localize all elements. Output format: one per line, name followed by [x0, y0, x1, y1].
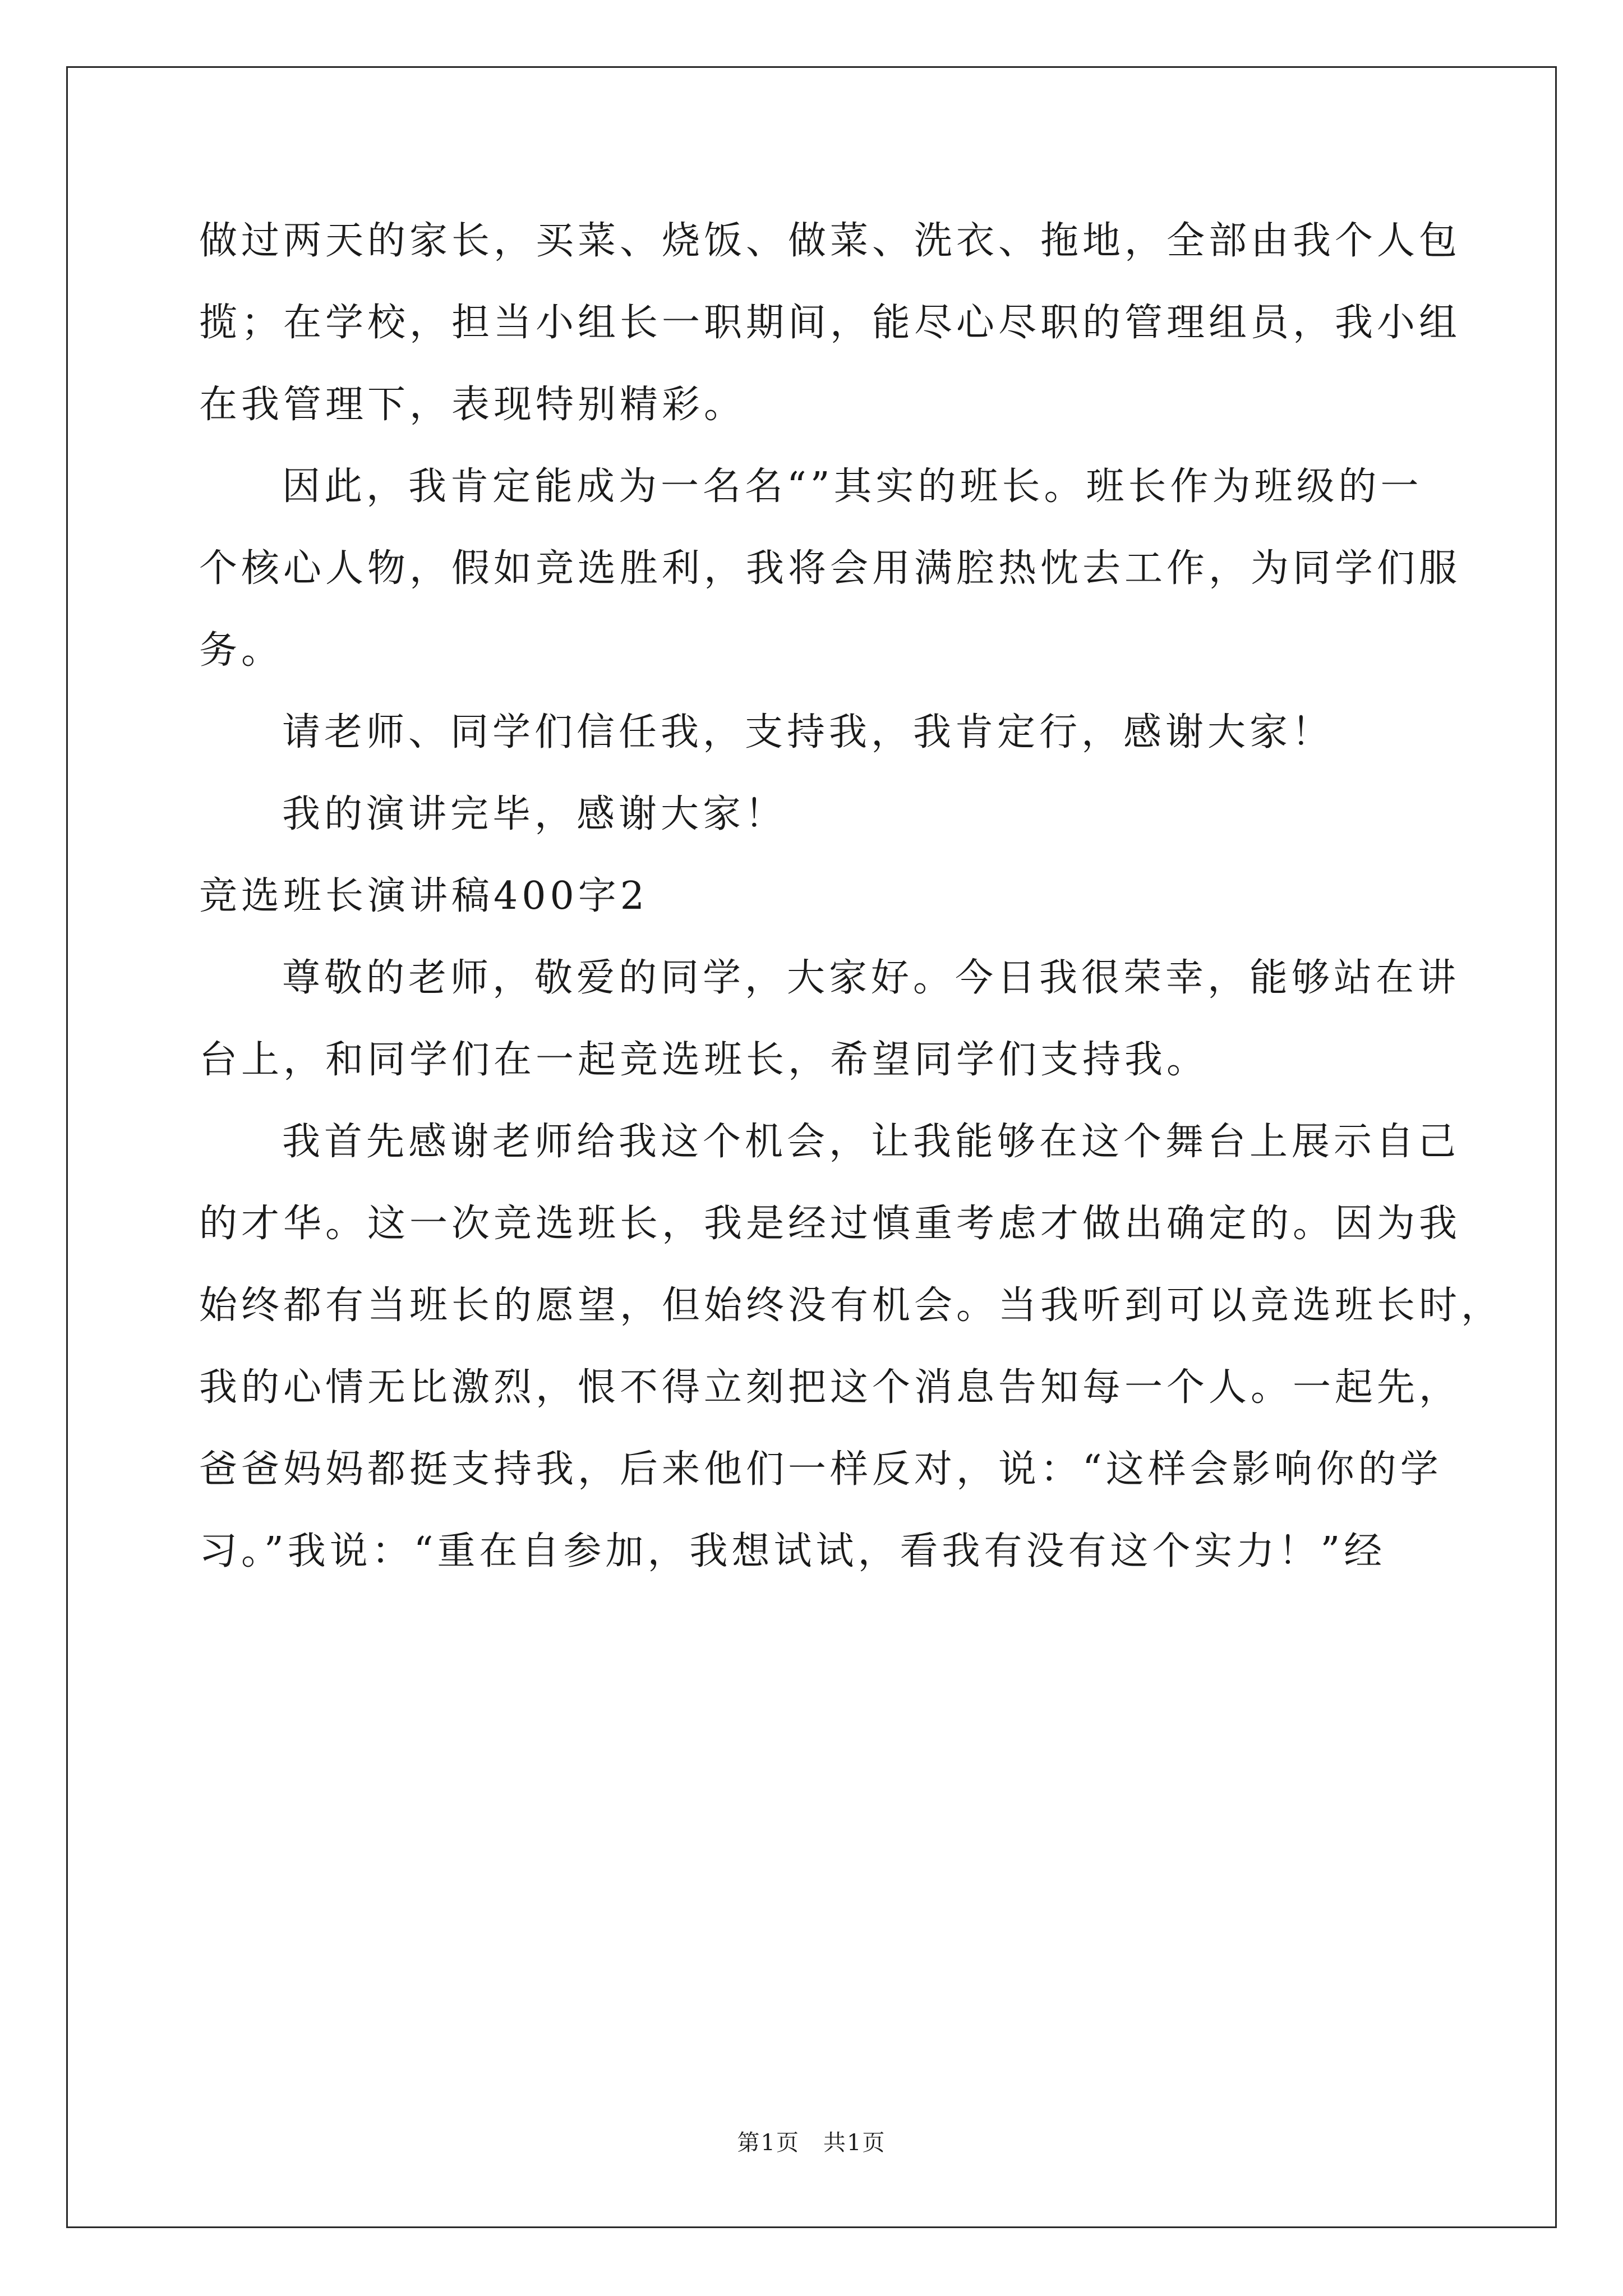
text-line: 我的心情无比激烈，恨不得立刻把这个消息告知每一个人。一起先，: [199, 1365, 1461, 1410]
text-line: 我的演讲完毕，感谢大家！: [282, 792, 787, 836]
page-number-footer: 第1页 共1页: [737, 2130, 886, 2156]
text-line: 个核心人物，假如竞选胜利，我将会用满腔热忱去工作，为同学们服: [199, 546, 1461, 591]
text-line: 揽；在学校，担当小组长一职期间，能尽心尽职的管理组员，我小组: [199, 301, 1461, 345]
text-line: 习。”我说：“重在自参加，我想试试，看我有没有这个实力！”经: [199, 1529, 1386, 1573]
text-line: 因此，我肯定能成为一名名“”其实的班长。班长作为班级的一: [282, 464, 1423, 509]
text-line: 爸爸妈妈都挺支持我，后来他们一样反对，说：“这样会影响你的学: [199, 1447, 1442, 1492]
text-line: 在我管理下，表现特别精彩。: [199, 383, 746, 427]
text-line: 请老师、同学们信任我，支持我，我肯定行，感谢大家！: [282, 710, 1334, 754]
text-line: 做过两天的家长，买菜、烧饭、做菜、洗衣、拖地，全部由我个人包: [199, 219, 1461, 263]
text-line: 尊敬的老师，敬爱的同学，大家好。今日我很荣幸，能够站在讲: [282, 956, 1460, 1000]
text-line: 台上，和同学们在一起竞选班长，希望同学们支持我。: [199, 1038, 1209, 1082]
text-line: 务。: [199, 628, 284, 673]
section-heading: 竞选班长演讲稿400字2: [199, 874, 649, 918]
text-line: 我首先感谢老师给我这个机会，让我能够在这个舞台上展示自己: [282, 1120, 1460, 1164]
text-line: 的才华。这一次竞选班长，我是经过慎重考虑才做出确定的。因为我: [199, 1202, 1461, 1246]
text-line: 始终都有当班长的愿望，但始终没有机会。当我听到可以竞选班长时，: [199, 1283, 1504, 1328]
